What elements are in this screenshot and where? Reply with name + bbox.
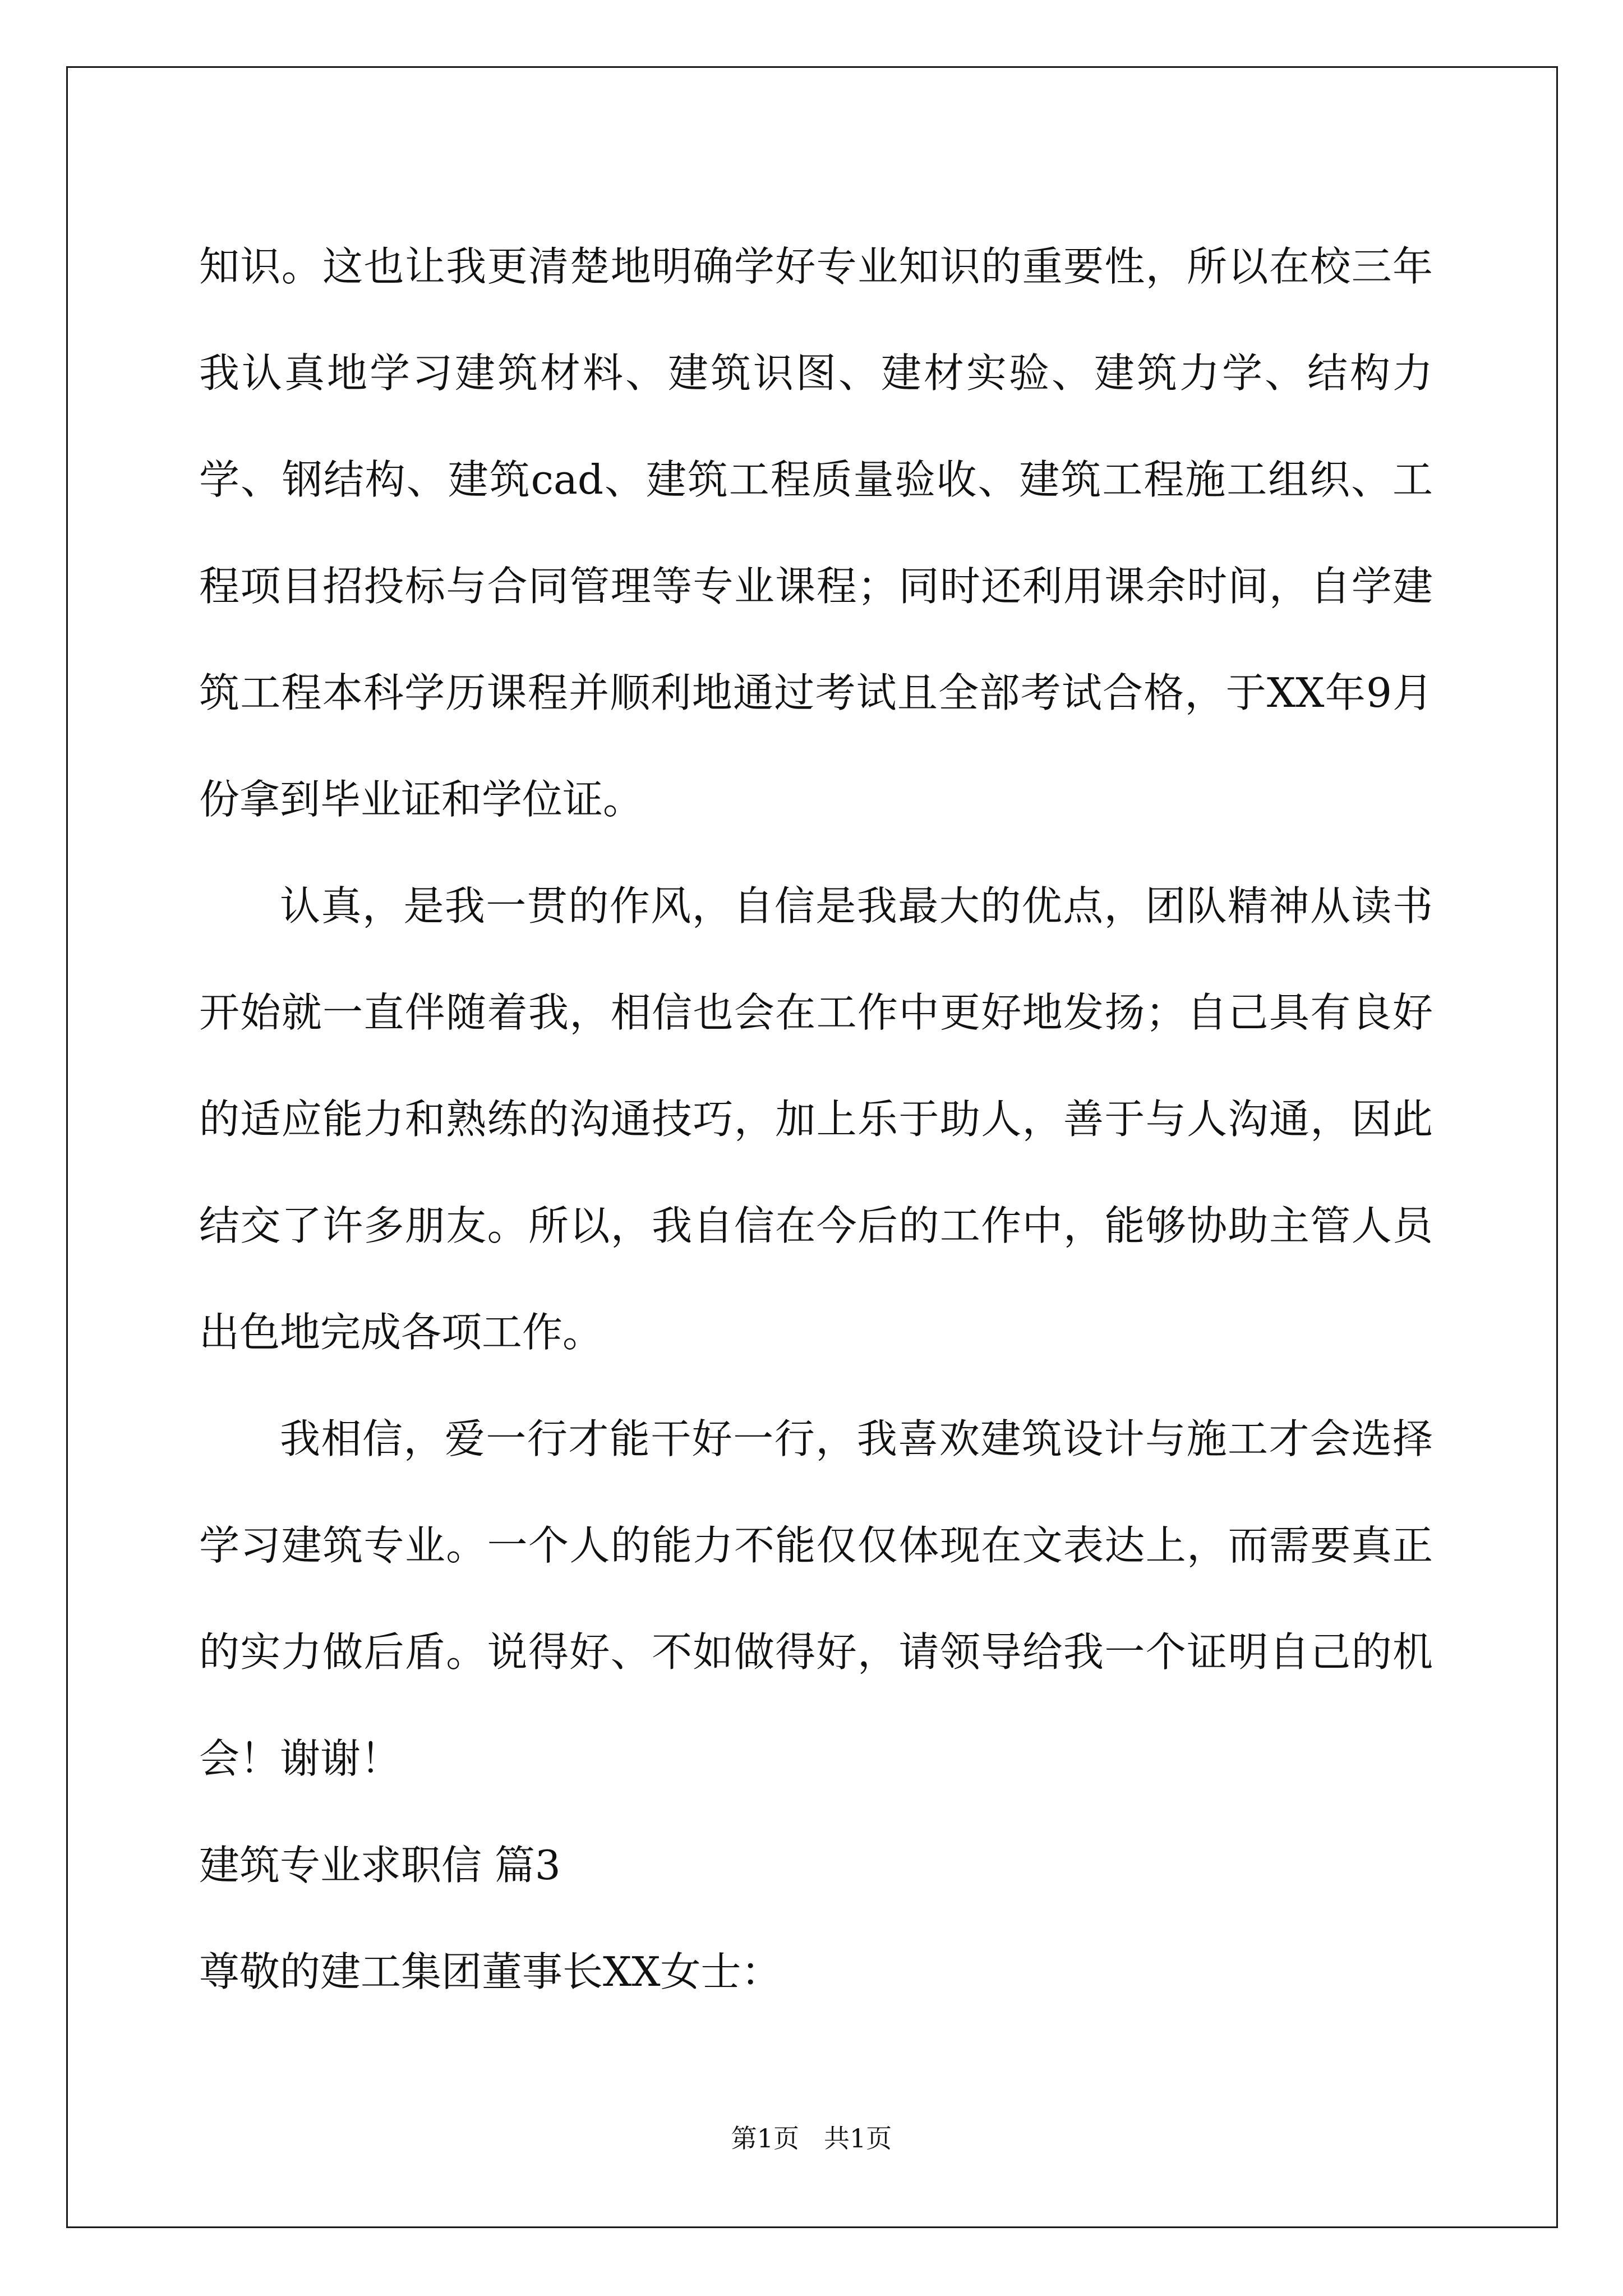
document-body (199, 213, 1433, 2025)
paragraph-2: 认真，是我一贯的作风，自信是我最大的优点，团队精神从读书开始就一直伴随着我，相信也会在工作中更好地发扬；自己具有良好的适应能力和熟练的沟通技巧，加上乐于助人，善于与人沟通，因此结交了许多朋友。所以，我自信在今后的工作中，能够协助主管人员出色地完成各项工作。 (199, 882, 1433, 1356)
paragraph-3: 我相信，爱一行才能干好一行，我喜欢建筑设计与施工才会选择学习建筑专业。一个人的能力不能仅仅体现在文表达上，而需要真正的实力做后盾。说得好、不如做得好，请领导给我一个证明自己的机会！谢谢！ (199, 1415, 1433, 1782)
page-footer (0, 2122, 1623, 2155)
salutation: 尊敬的建工集团董事长XX女士： (199, 1948, 782, 1995)
page-total: 共1页 (824, 2123, 892, 2154)
paragraph-1: 知识。这也让我更清楚地明确学好专业知识的重要性，所以在校三年我认真地学习建筑材料、建筑识图、建材实验、建筑力学、结构力学、钢结构、建筑cad、建筑工程质量验收、建筑工程施工组织、工程项目招投标与合同管理等专业课程；同时还利用课余时间，自学建筑工程本科学历课程并顺利地通过考试且全部考试合格，于XX年9月份拿到毕业证和学位证。 (199, 243, 1433, 823)
page-number: 第1页 (731, 2123, 799, 2154)
section-heading: 建筑专业求职信 篇3 (199, 1842, 561, 1889)
